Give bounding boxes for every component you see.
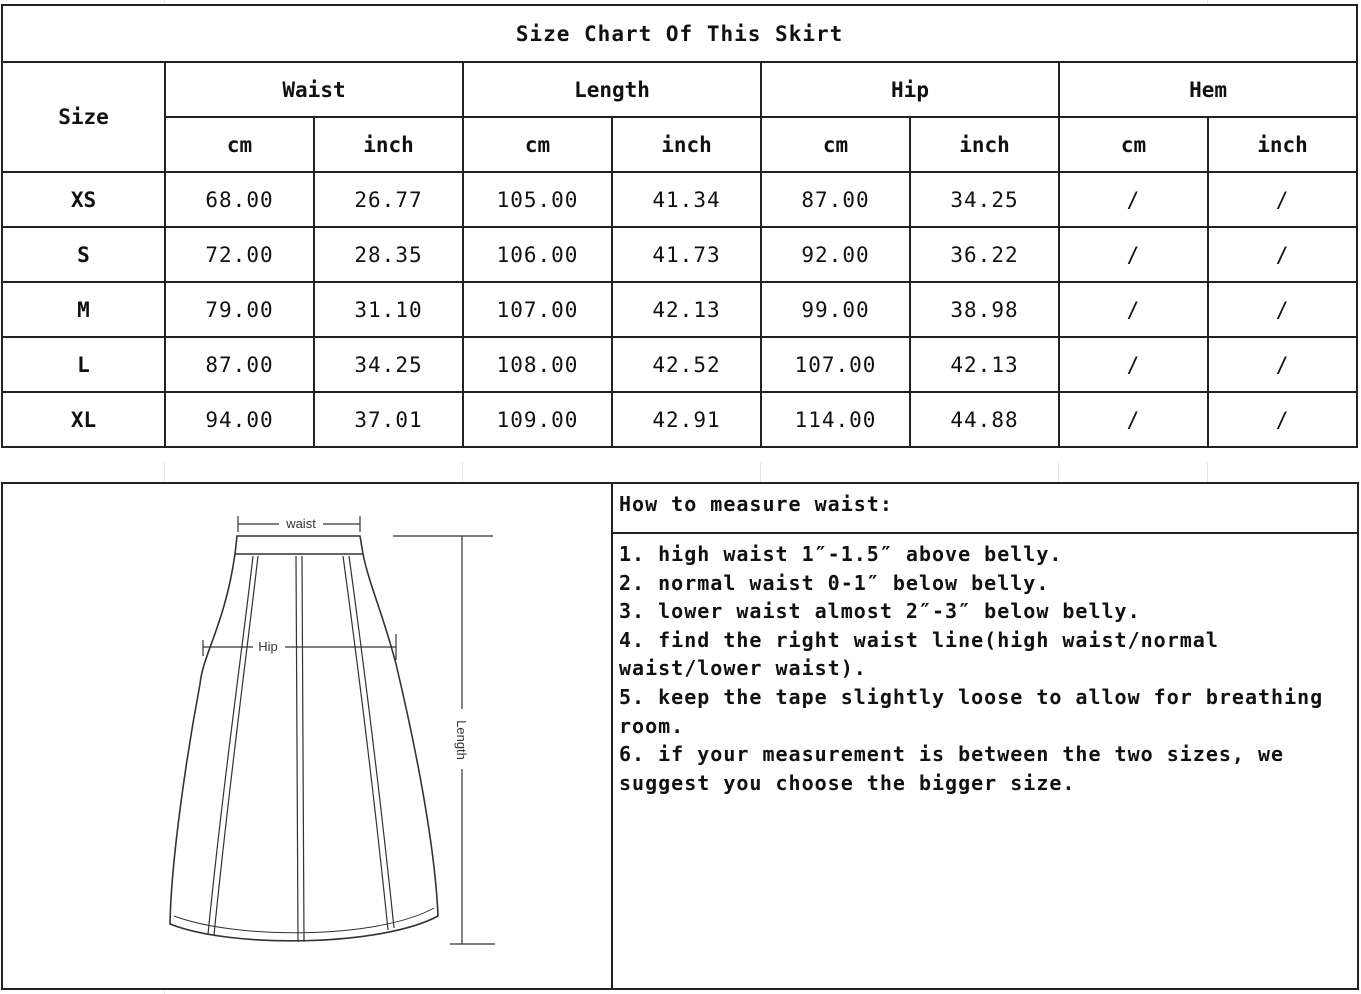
unit-header: cm	[165, 117, 314, 172]
value-cell: 41.34	[612, 172, 761, 227]
unit-header: cm	[463, 117, 612, 172]
skirt-waistband	[235, 536, 363, 554]
length-measure-line	[393, 536, 495, 944]
skirt-figure	[3, 484, 613, 988]
howto-step: 6. if your measurement is between the two sizes, we suggest you choose the bigger size.	[619, 742, 1285, 795]
unit-header: inch	[1208, 117, 1357, 172]
value-cell: /	[1208, 172, 1357, 227]
size-cell: XS	[2, 172, 165, 227]
size-cell: M	[2, 282, 165, 337]
value-cell: 79.00	[165, 282, 314, 337]
value-cell: 106.00	[463, 227, 612, 282]
value-cell: 37.01	[314, 392, 463, 447]
value-cell: 87.00	[761, 172, 910, 227]
value-cell: 108.00	[463, 337, 612, 392]
table-row	[2, 282, 1357, 337]
unit-header: cm	[1059, 117, 1208, 172]
value-cell: 41.73	[612, 227, 761, 282]
hem-header: Hem	[1059, 62, 1357, 117]
measure-guide-panel	[1, 482, 1359, 990]
value-cell: /	[1059, 227, 1208, 282]
value-cell: 34.25	[910, 172, 1059, 227]
value-cell: 26.77	[314, 172, 463, 227]
value-cell: 42.13	[612, 282, 761, 337]
value-cell: 68.00	[165, 172, 314, 227]
value-cell: 107.00	[761, 337, 910, 392]
value-cell: /	[1208, 392, 1357, 447]
howto-step: 3. lower waist almost 2″-3″ below belly.	[619, 599, 1141, 624]
value-cell: 36.22	[910, 227, 1059, 282]
howto-heading: How to measure waist:	[613, 484, 1357, 534]
value-cell: 107.00	[463, 282, 612, 337]
hip-header: Hip	[761, 62, 1059, 117]
table-row	[2, 337, 1357, 392]
howto-step: 2. normal waist 0-1″ below belly.	[619, 570, 1050, 595]
value-cell: 114.00	[761, 392, 910, 447]
unit-header: inch	[612, 117, 761, 172]
howto-step: 5. keep the tape slightly loose to allow for breathing room.	[619, 684, 1324, 738]
skirt-seam-center	[296, 556, 304, 942]
value-cell: 42.91	[612, 392, 761, 447]
value-cell: 42.13	[910, 337, 1059, 392]
value-cell: /	[1059, 172, 1208, 227]
value-cell: /	[1059, 337, 1208, 392]
waist-header: Waist	[165, 62, 463, 117]
value-cell: 38.98	[910, 282, 1059, 337]
hip-label: Hip	[258, 639, 278, 654]
table-row	[2, 227, 1357, 282]
value-cell: 109.00	[463, 392, 612, 447]
value-cell: 42.52	[612, 337, 761, 392]
value-cell: /	[1059, 392, 1208, 447]
value-cell: 105.00	[463, 172, 612, 227]
value-cell: 44.88	[910, 392, 1059, 447]
value-cell: 72.00	[165, 227, 314, 282]
size-chart-table	[1, 4, 1358, 448]
value-cell: /	[1208, 337, 1357, 392]
skirt-seam-right	[343, 556, 394, 930]
size-cell: L	[2, 337, 165, 392]
unit-header: cm	[761, 117, 910, 172]
value-cell: 28.35	[314, 227, 463, 282]
value-cell: 92.00	[761, 227, 910, 282]
value-cell: /	[1208, 282, 1357, 337]
table-row	[2, 392, 1357, 447]
hip-measure-line	[203, 634, 396, 660]
waist-label: waist	[286, 516, 316, 531]
value-cell: 94.00	[165, 392, 314, 447]
size-cell: S	[2, 227, 165, 282]
table-row	[2, 172, 1357, 227]
size-cell: XL	[2, 392, 165, 447]
length-label: Length	[454, 720, 469, 760]
skirt-seam-left	[208, 556, 258, 935]
unit-header: inch	[910, 117, 1059, 172]
value-cell: /	[1208, 227, 1357, 282]
skirt-diagram	[3, 484, 611, 988]
value-cell: 99.00	[761, 282, 910, 337]
value-cell: 87.00	[165, 337, 314, 392]
chart-title: Size Chart Of This Skirt	[2, 5, 1357, 62]
size-header: Size	[2, 62, 165, 172]
value-cell: 31.10	[314, 282, 463, 337]
howto-steps	[613, 536, 1357, 988]
length-header: Length	[463, 62, 761, 117]
value-cell: /	[1059, 282, 1208, 337]
howto-step: 1. high waist 1″-1.5″ above belly.	[619, 542, 1063, 566]
howto-step: 4. find the right waist line(high waist/normal waist/lower waist).	[619, 627, 1219, 681]
unit-header: inch	[314, 117, 463, 172]
value-cell: 34.25	[314, 337, 463, 392]
